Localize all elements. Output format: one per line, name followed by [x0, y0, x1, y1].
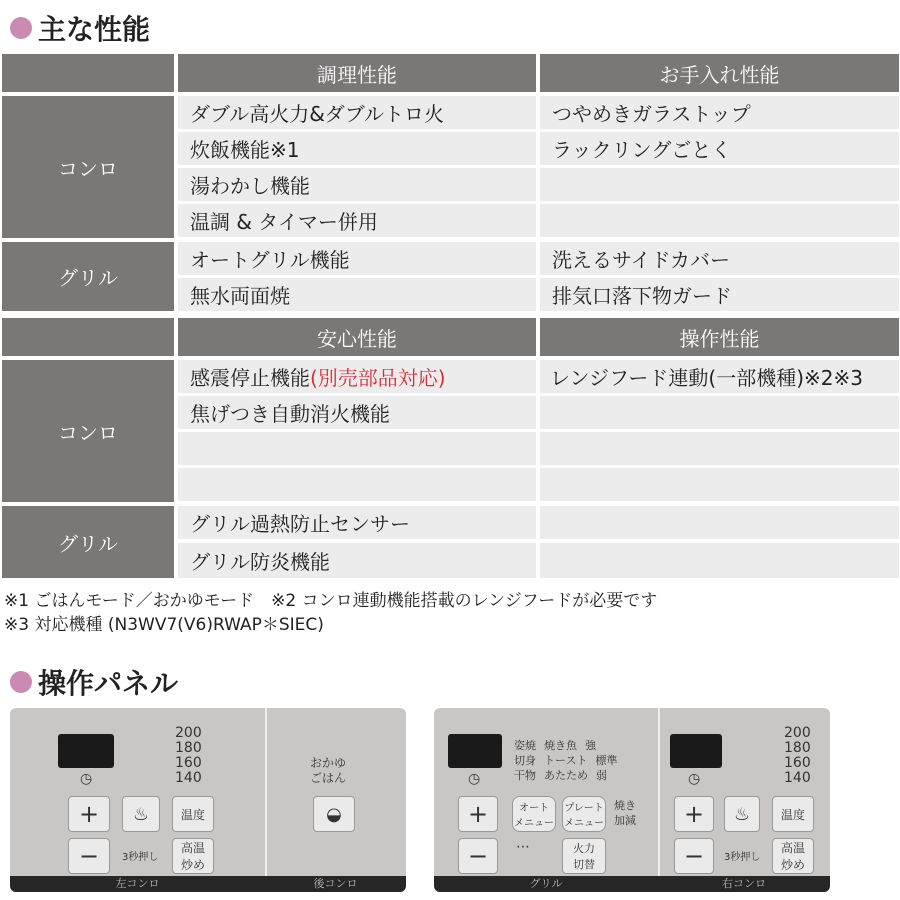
table-cell: 排気口落下物ガード	[540, 278, 899, 311]
table-cell	[178, 468, 536, 501]
section-heading-performance: 主な性能	[10, 8, 150, 48]
table-cell	[540, 432, 899, 465]
right-display-screen	[670, 734, 722, 768]
kettle-icon: ♨	[132, 803, 150, 825]
bullet-dot-icon	[10, 671, 32, 693]
rice-mode-labels: おかゆ ごはん	[310, 756, 347, 785]
performance-table-2	[2, 318, 899, 578]
control-panel-left	[10, 708, 406, 892]
category-grill: グリル	[2, 506, 174, 578]
category-stove: コンロ	[2, 360, 174, 502]
high-temp-fry-button[interactable]: 高温 炒め	[172, 838, 214, 874]
flame-icon: ⋯	[516, 839, 530, 855]
grill-mode-labels: 姿焼 焼き魚 強 切身 トースト 標準 干物 あたため 弱	[514, 739, 618, 782]
grill-adjust-label: 焼き 加減	[614, 799, 636, 827]
panel-divider	[265, 708, 267, 876]
table-cell: つやめきガラストップ	[540, 96, 899, 129]
display-screen	[58, 734, 114, 768]
table-cell	[540, 543, 899, 578]
table-cell: オートグリル機能	[178, 242, 536, 275]
minus-button[interactable]: −	[68, 838, 110, 874]
table-cell	[540, 168, 899, 201]
header-safety: 安心性能	[178, 318, 536, 356]
plus-button[interactable]: +	[68, 796, 110, 832]
grill-display-screen	[448, 734, 502, 768]
right-kettle-button[interactable]	[724, 796, 760, 832]
control-panel-right	[434, 708, 830, 892]
plate-menu-button[interactable]: プレート メニュー	[562, 796, 606, 832]
header-operation: 操作性能	[540, 318, 899, 356]
timer-icon: ◷	[80, 771, 93, 787]
category-stove: コンロ	[2, 96, 174, 238]
grill-plus-button[interactable]: +	[458, 796, 498, 832]
right-temperature-levels: 200 180 160 140	[784, 725, 811, 786]
kettle-button[interactable]	[122, 796, 160, 832]
grill-timer-icon: ◷	[468, 771, 481, 787]
table-cell	[540, 506, 899, 539]
right-timer-icon: ◷	[688, 771, 701, 787]
panel-bar: 左コンロ 後コンロ	[10, 876, 406, 892]
fire-switch-button[interactable]: 火力 切替	[562, 838, 606, 874]
temperature-levels: 200 180 160 140	[175, 725, 202, 786]
table-cell: ダブル高火力&ダブルトロ火	[178, 96, 536, 129]
table-cell: 温調 & タイマー併用	[178, 204, 536, 237]
table-cell: 洗えるサイドカバー	[540, 242, 899, 275]
right-plus-button[interactable]: +	[674, 796, 714, 832]
table-corner	[2, 54, 174, 92]
right-temperature-button[interactable]: 温度	[772, 796, 814, 832]
section-heading-panel: 操作パネル	[10, 662, 178, 702]
press-hint: 3秒押し	[122, 852, 159, 863]
rice-bowl-icon: ◒	[326, 803, 342, 825]
table-cell	[178, 432, 536, 465]
table-cell: グリル過熱防止センサー	[178, 506, 536, 539]
panel-bar: グリル 右コンロ	[434, 876, 830, 892]
table-cell: 湯わかし機能	[178, 168, 536, 201]
header-care: お手入れ性能	[540, 54, 899, 92]
optional-part-note: (別売部品対応)	[310, 366, 446, 390]
temperature-button[interactable]: 温度	[172, 796, 214, 832]
panel-divider	[658, 708, 660, 876]
rice-button[interactable]	[313, 796, 355, 832]
category-grill: グリル	[2, 242, 174, 311]
table-cell: 感震停止機能 (別売部品対応)	[178, 360, 536, 393]
table-cell: 炊飯機能※1	[178, 132, 536, 165]
table-cell: 無水両面焼	[178, 278, 536, 311]
table-cell	[540, 396, 899, 429]
right-minus-button[interactable]: −	[674, 838, 714, 874]
grill-minus-button[interactable]: −	[458, 838, 498, 874]
right-press-hint: 3秒押し	[724, 852, 761, 863]
table-cell: グリル防炎機能	[178, 543, 536, 578]
table-cell: ラックリングごとく	[540, 132, 899, 165]
performance-table-1	[2, 54, 899, 311]
footnote: ※3 対応機種 (N3WV7(V6)RWAP＊SIEC)	[4, 615, 324, 635]
auto-menu-button[interactable]: オート メニュー	[512, 796, 556, 832]
table-cell: レンジフード連動(一部機種)※2※3	[540, 360, 899, 393]
table-corner	[2, 318, 174, 356]
table-cell	[540, 204, 899, 237]
footnote: ※1 ごはんモード／おかゆモード ※2 コンロ連動機能搭載のレンジフードが必要です	[4, 591, 658, 611]
table-cell	[540, 468, 899, 501]
right-high-temp-fry-button[interactable]: 高温 炒め	[772, 838, 814, 874]
bullet-dot-icon	[10, 17, 32, 39]
header-cooking: 調理性能	[178, 54, 536, 92]
kettle-icon: ♨	[733, 803, 751, 825]
table-cell: 焦げつき自動消火機能	[178, 396, 536, 429]
